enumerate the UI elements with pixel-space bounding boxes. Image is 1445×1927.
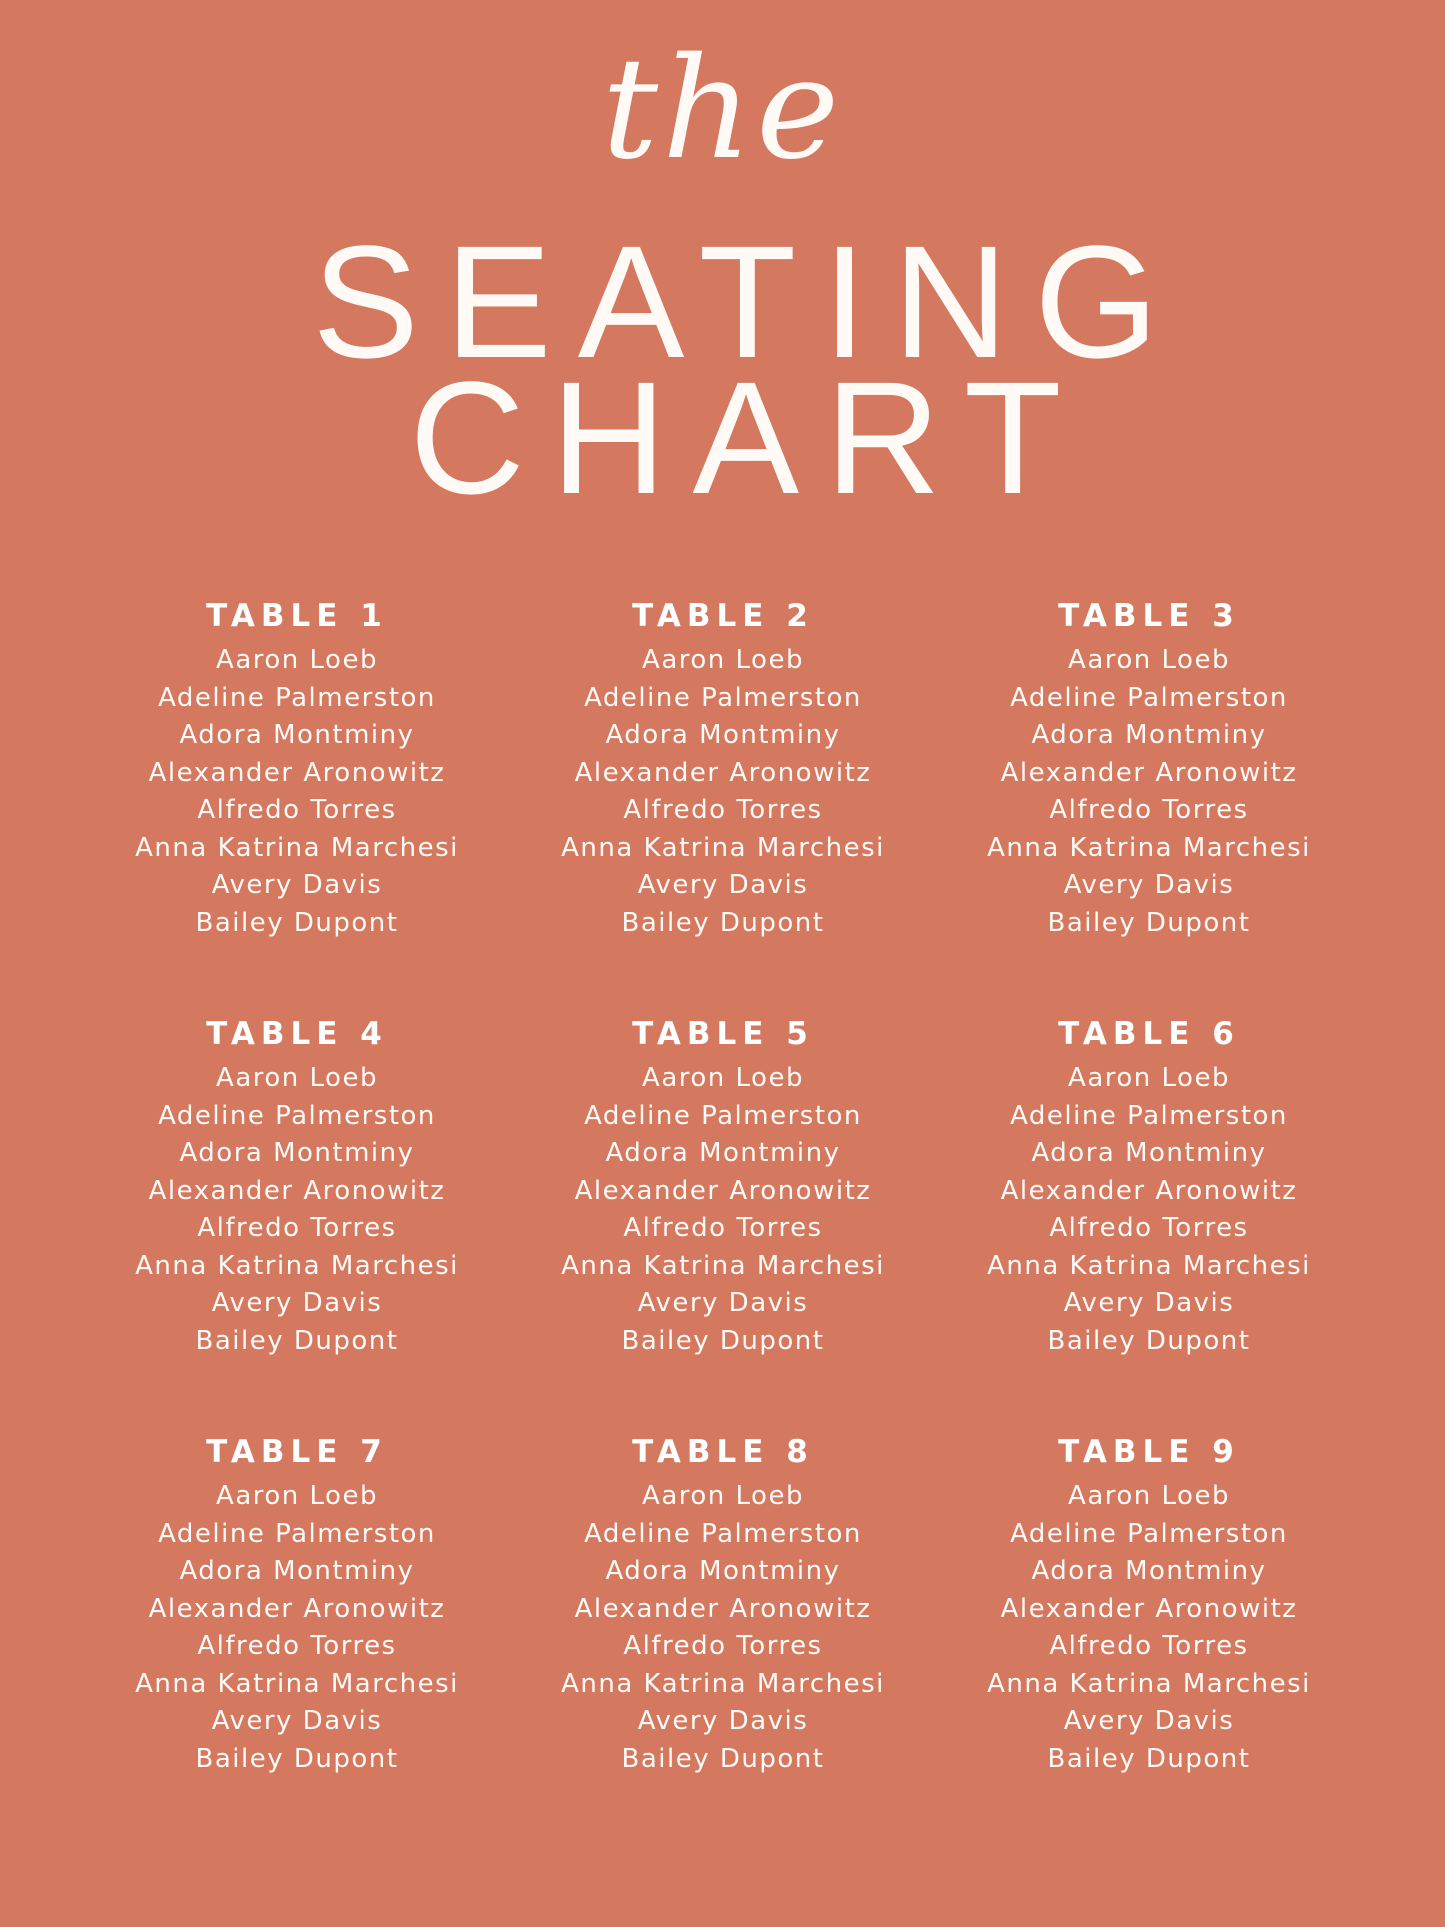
table-heading: TABLE 5 bbox=[632, 1016, 814, 1052]
guest-name: Adora Montminy bbox=[1031, 720, 1267, 750]
guest-list bbox=[523, 642, 923, 942]
title-script-word: the bbox=[601, 28, 844, 191]
guest-name: Bailey Dupont bbox=[1047, 1325, 1251, 1356]
guest-list bbox=[97, 1060, 497, 1360]
guest-name: Adora Montminy bbox=[179, 720, 415, 750]
guest-list bbox=[949, 1478, 1349, 1778]
guest-name: Aaron Loeb bbox=[1068, 1481, 1230, 1511]
guest-name: Bailey Dupont bbox=[621, 1743, 825, 1774]
table-heading: TABLE 7 bbox=[206, 1434, 388, 1470]
guest-name: Adeline Palmerston bbox=[1010, 682, 1288, 713]
guest-name: Bailey Dupont bbox=[195, 1325, 399, 1356]
guest-name: Avery Davis bbox=[637, 1706, 809, 1736]
tables-grid bbox=[97, 590, 1357, 1804]
table-heading: TABLE 2 bbox=[632, 598, 814, 634]
guest-name: Adora Montminy bbox=[179, 1556, 415, 1586]
guest-name: Alexander Aronowitz bbox=[148, 1175, 446, 1206]
guest-name: Adora Montminy bbox=[605, 1556, 841, 1586]
guest-list bbox=[523, 1060, 923, 1360]
guest-list bbox=[97, 1478, 497, 1778]
table-heading: TABLE 1 bbox=[206, 598, 388, 634]
guest-name: Avery Davis bbox=[211, 1706, 383, 1736]
guest-name: Bailey Dupont bbox=[195, 907, 399, 938]
guest-name: Adeline Palmerston bbox=[584, 1518, 862, 1549]
table-block bbox=[97, 590, 497, 968]
guest-name: Avery Davis bbox=[1063, 1288, 1235, 1318]
table-heading: TABLE 3 bbox=[1058, 598, 1240, 634]
guest-name: Adora Montminy bbox=[1031, 1556, 1267, 1586]
guest-name: Anna Katrina Marchesi bbox=[987, 1668, 1311, 1699]
guest-name: Bailey Dupont bbox=[1047, 1743, 1251, 1774]
guest-name: Avery Davis bbox=[637, 1288, 809, 1318]
table-block bbox=[523, 1426, 923, 1804]
guest-name: Aaron Loeb bbox=[642, 1063, 804, 1093]
guest-name: Avery Davis bbox=[1063, 1706, 1235, 1736]
guest-list bbox=[97, 642, 497, 942]
guest-name: Adora Montminy bbox=[179, 1138, 415, 1168]
guest-name: Alexander Aronowitz bbox=[148, 1593, 446, 1624]
guest-name: Adeline Palmerston bbox=[584, 682, 862, 713]
title-line-chart: CHART bbox=[409, 348, 1088, 527]
title-line-seating: SEATING bbox=[312, 212, 1185, 391]
guest-name: Adeline Palmerston bbox=[1010, 1100, 1288, 1131]
table-block bbox=[949, 590, 1349, 968]
guest-list bbox=[523, 1478, 923, 1778]
guest-name: Adora Montminy bbox=[1031, 1138, 1267, 1168]
guest-name: Alexander Aronowitz bbox=[1000, 757, 1298, 788]
guest-name: Alexander Aronowitz bbox=[148, 757, 446, 788]
table-heading: TABLE 8 bbox=[632, 1434, 814, 1470]
guest-name: Adeline Palmerston bbox=[158, 1518, 436, 1549]
guest-name: Alfredo Torres bbox=[1049, 1213, 1249, 1243]
guest-name: Anna Katrina Marchesi bbox=[135, 1250, 459, 1281]
guest-list bbox=[949, 642, 1349, 942]
guest-name: Adora Montminy bbox=[605, 720, 841, 750]
guest-name: Anna Katrina Marchesi bbox=[561, 1250, 885, 1281]
guest-name: Alexander Aronowitz bbox=[1000, 1175, 1298, 1206]
guest-name: Adeline Palmerston bbox=[584, 1100, 862, 1131]
guest-name: Adeline Palmerston bbox=[1010, 1518, 1288, 1549]
table-heading: TABLE 9 bbox=[1058, 1434, 1240, 1470]
guest-name: Alfredo Torres bbox=[623, 1631, 823, 1661]
table-block bbox=[523, 1008, 923, 1386]
guest-name: Adora Montminy bbox=[605, 1138, 841, 1168]
guest-name: Bailey Dupont bbox=[1047, 907, 1251, 938]
guest-name: Alexander Aronowitz bbox=[1000, 1593, 1298, 1624]
guest-name: Aaron Loeb bbox=[216, 1481, 378, 1511]
guest-name: Bailey Dupont bbox=[195, 1743, 399, 1774]
guest-name: Anna Katrina Marchesi bbox=[135, 832, 459, 863]
guest-name: Adeline Palmerston bbox=[158, 1100, 436, 1131]
guest-name: Aaron Loeb bbox=[216, 1063, 378, 1093]
guest-name: Alfredo Torres bbox=[197, 1213, 397, 1243]
guest-name: Alfredo Torres bbox=[197, 1631, 397, 1661]
table-heading: TABLE 4 bbox=[206, 1016, 388, 1052]
guest-name: Aaron Loeb bbox=[642, 645, 804, 675]
table-block bbox=[523, 590, 923, 968]
guest-name: Alfredo Torres bbox=[623, 1213, 823, 1243]
guest-name: Avery Davis bbox=[211, 1288, 383, 1318]
guest-name: Adeline Palmerston bbox=[158, 682, 436, 713]
guest-name: Avery Davis bbox=[211, 870, 383, 900]
guest-name: Bailey Dupont bbox=[621, 907, 825, 938]
guest-name: Alfredo Torres bbox=[1049, 1631, 1249, 1661]
guest-name: Avery Davis bbox=[637, 870, 809, 900]
guest-name: Alexander Aronowitz bbox=[574, 757, 872, 788]
guest-name: Bailey Dupont bbox=[621, 1325, 825, 1356]
guest-name: Anna Katrina Marchesi bbox=[987, 832, 1311, 863]
table-block bbox=[97, 1008, 497, 1386]
guest-name: Alexander Aronowitz bbox=[574, 1175, 872, 1206]
guest-name: Anna Katrina Marchesi bbox=[135, 1668, 459, 1699]
guest-name: Aaron Loeb bbox=[216, 645, 378, 675]
guest-name: Aaron Loeb bbox=[642, 1481, 804, 1511]
guest-name: Alfredo Torres bbox=[623, 795, 823, 825]
table-block bbox=[97, 1426, 497, 1804]
guest-list bbox=[949, 1060, 1349, 1360]
table-block bbox=[949, 1426, 1349, 1804]
guest-name: Aaron Loeb bbox=[1068, 645, 1230, 675]
table-block bbox=[949, 1008, 1349, 1386]
table-heading: TABLE 6 bbox=[1058, 1016, 1240, 1052]
guest-name: Alexander Aronowitz bbox=[574, 1593, 872, 1624]
guest-name: Anna Katrina Marchesi bbox=[561, 832, 885, 863]
guest-name: Anna Katrina Marchesi bbox=[987, 1250, 1311, 1281]
guest-name: Alfredo Torres bbox=[197, 795, 397, 825]
guest-name: Aaron Loeb bbox=[1068, 1063, 1230, 1093]
guest-name: Anna Katrina Marchesi bbox=[561, 1668, 885, 1699]
guest-name: Avery Davis bbox=[1063, 870, 1235, 900]
guest-name: Alfredo Torres bbox=[1049, 795, 1249, 825]
